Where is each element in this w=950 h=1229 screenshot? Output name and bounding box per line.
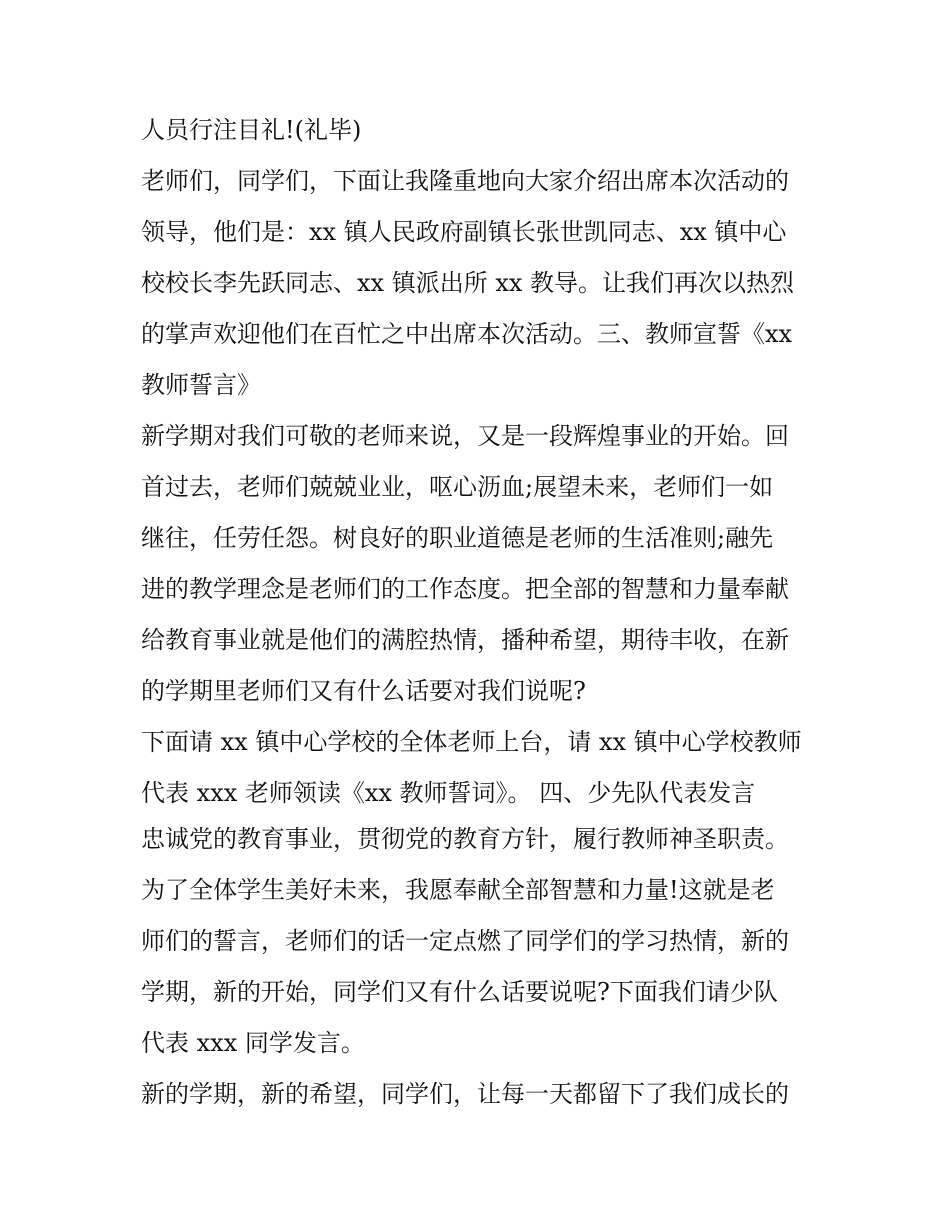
text-line: 的掌声欢迎他们在百忙之中出席本次活动。三、教师宣誓《xx bbox=[141, 320, 793, 348]
text-line: 师们的誓言，老师们的话一定点燃了同学们的学习热情，新的 bbox=[141, 927, 789, 955]
text-line: 老师们，同学们，下面让我隆重地向大家介绍出席本次活动的 bbox=[141, 167, 789, 195]
text-line: 下面请 xx 镇中心学校的全体老师上台，请 xx 镇中心学校教师 bbox=[141, 728, 802, 756]
body-text bbox=[141, 108, 831, 1123]
text-line: 为了全体学生美好未来，我愿奉献全部智慧和力量!这就是老 bbox=[141, 876, 775, 904]
text-line: 学期，新的开始，同学们又有什么话要说呢?下面我们请少队 bbox=[141, 978, 778, 1006]
text-line: 给教育事业就是他们的满腔热情，播种希望，期待丰收，在新 bbox=[141, 626, 789, 654]
text-line: 进的教学理念是老师们的工作态度。把全部的智慧和力量奉献 bbox=[141, 575, 789, 603]
text-line: 新的学期，新的希望，同学们，让每一天都留下了我们成长的 bbox=[141, 1080, 789, 1108]
text-line: 新学期对我们可敬的老师来说，又是一段辉煌事业的开始。回 bbox=[141, 422, 789, 450]
text-line: 继往，任劳任怨。树良好的职业道德是老师的生活准则;融先 bbox=[141, 524, 774, 552]
text-line: 代表 xxx 同学发言。 bbox=[141, 1029, 365, 1057]
text-line: 教师誓言》 bbox=[141, 371, 261, 399]
text-line: 领导，他们是：xx 镇人民政府副镇长张世凯同志、xx 镇中心 bbox=[141, 218, 787, 246]
text-line: 代表 xxx 老师领读《xx 教师誓词》。 四、少先队代表发言 bbox=[141, 779, 756, 807]
text-line: 首过去，老师们兢兢业业，呕心沥血;展望未来，老师们一如 bbox=[141, 473, 774, 501]
text-line: 的学期里老师们又有什么话要对我们说呢? bbox=[141, 677, 586, 705]
text-line: 校校长李先跃同志、xx 镇派出所 xx 教导。让我们再次以热烈 bbox=[141, 269, 795, 297]
text-line: 人员行注目礼!(礼毕) bbox=[141, 116, 362, 144]
text-line: 忠诚党的教育事业，贯彻党的教育方针，履行教师神圣职责。 bbox=[141, 825, 789, 853]
